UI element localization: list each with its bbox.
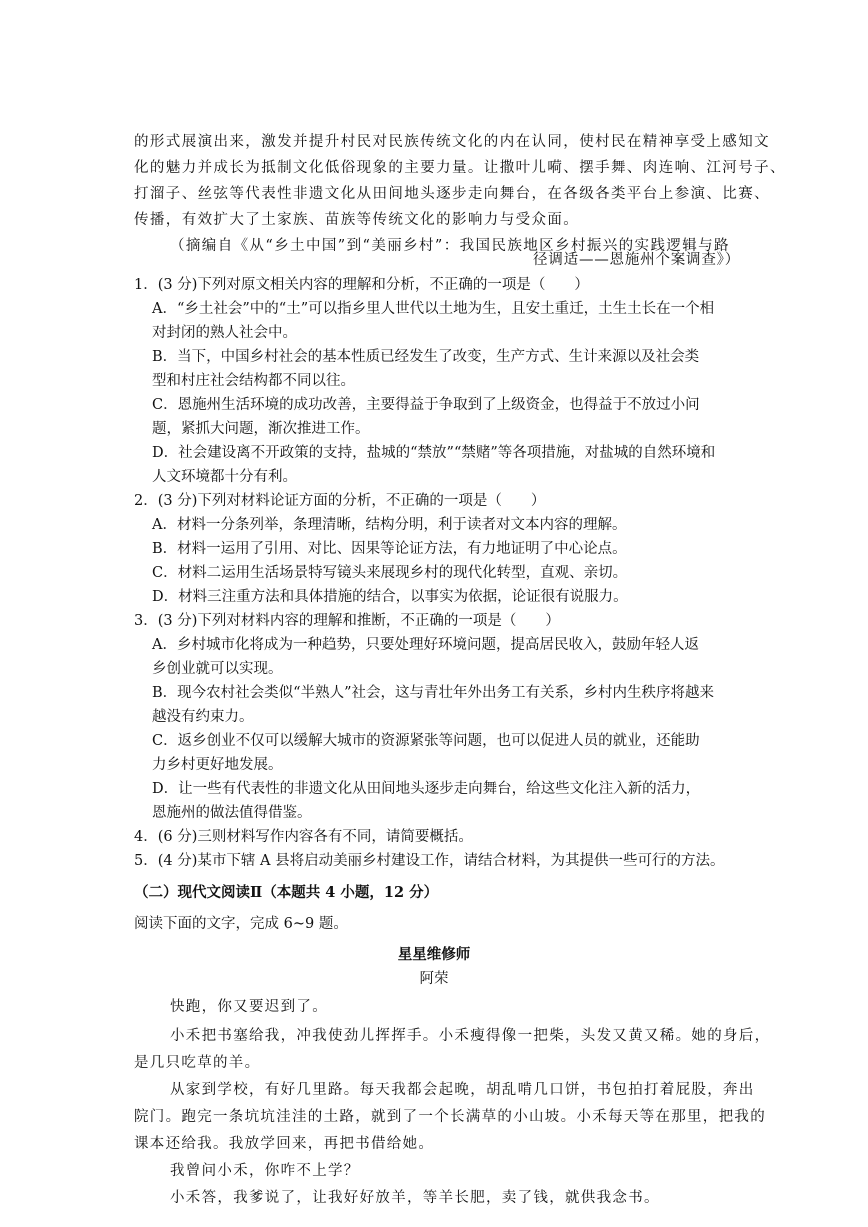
passage-line: 化的魅力并成长为抵制文化低俗现象的主要力量。让撒叶儿嗬、摆手舞、肉连响、江河号子、 bbox=[134, 160, 786, 176]
option-line: A．乡村城市化将成为一种趋势，只要处理好环境问题，提高居民收入，鼓励年轻人返 bbox=[152, 637, 699, 653]
option-line: 人文环境都十分有利。 bbox=[152, 469, 297, 485]
section-heading: （二）现代文阅读Ⅱ（本题共 4 小题，12 分） bbox=[134, 884, 439, 901]
option-line: D．材料三注重方法和具体措施的结合，以事实为依据，论证很有说服力。 bbox=[152, 589, 628, 605]
option-line: 恩施州的做法值得借鉴。 bbox=[152, 805, 312, 821]
story-paragraph: 小禾把书塞给我，冲我使劲儿挥挥手。小禾瘦得像一把柴，头发又黄又稀。她的身后， bbox=[170, 1028, 771, 1044]
option-line: A．“乡土社会”中的“土”可以指乡里人世代以土地为生，且安土重迁，土生土长在一个相 bbox=[152, 301, 715, 317]
passage-line: 的形式展演出来，激发并提升村民对民族传统文化的内在认同，使村民在精神享受上感知文 bbox=[134, 134, 770, 150]
option-line: 乡创业就可以实现。 bbox=[152, 661, 283, 677]
option-line: D．让一些有代表性的非遗文化从田间地头逐步走向舞台，给这些文化注入新的活力， bbox=[152, 781, 701, 797]
question-1-stem: 1．(3 分)下列对原文相关内容的理解和分析，不正确的一项是（ ） bbox=[134, 277, 589, 293]
passage-line: 打溜子、丝弦等代表性非遗文化从田间地头逐步走向舞台，在各级各类平台上参演、比赛、 bbox=[134, 186, 770, 202]
option-line: A．材料一分条列举，条理清晰，结构分明，利于读者对文本内容的理解。 bbox=[152, 517, 627, 533]
option-line: C．材料二运用生活场景特写镜头来展现乡村的现代化转型，直观、亲切。 bbox=[152, 565, 628, 581]
story-title: 星星维修师 bbox=[397, 946, 471, 963]
option-line: B．材料一运用了引用、对比、因果等论证方法，有力地证明了中心论点。 bbox=[152, 541, 627, 557]
story-paragraph: 小禾答，我爹说了，让我好好放羊，等羊长肥，卖了钱，就供我念书。 bbox=[170, 1190, 660, 1206]
source-citation: （摘编自《从“乡土中国”到“美丽乡村”：我国民族地区乡村振兴的实践逻辑与路 bbox=[170, 238, 730, 254]
story-paragraph-cont: 院门。跑完一条坑坑洼洼的土路，就到了一个长满草的小山坡。小禾每天等在那里，把我的 bbox=[134, 1109, 766, 1125]
story-paragraph-cont: 课本还给我。我放学回来，再把书借给她。 bbox=[134, 1136, 435, 1152]
story-paragraph: 我曾问小禾，你咋不上学？ bbox=[170, 1163, 360, 1179]
option-line: 力乡村更好地发展。 bbox=[152, 757, 283, 773]
option-line: C．恩施州生活环境的成功改善，主要得益于争取到了上级资金，也得益于不放过小问 bbox=[152, 397, 700, 413]
reading-instruction: 阅读下面的文字，完成 6~9 题。 bbox=[134, 916, 348, 932]
option-line: B．现今农村社会类似“半熟人”社会，这与青壮年外出务工有关系，乡村内生秩序将越来 bbox=[152, 685, 714, 701]
passage-line: 传播，有效扩大了土家族、苗族等传统文化的影响力与受众面。 bbox=[134, 212, 580, 228]
option-line: 对封闭的熟人社会中。 bbox=[152, 325, 297, 341]
option-line: 越没有约束力。 bbox=[152, 709, 254, 725]
source-citation-cont: 径调适——恩施州个案调查》） bbox=[533, 252, 740, 268]
story-paragraph: 快跑，你又要迟到了。 bbox=[170, 999, 328, 1015]
option-line: D．社会建设离不开政策的支持，盐城的“禁放”“禁赌”等各项措施，对盐城的自然环境和 bbox=[152, 445, 716, 461]
option-line: B．当下，中国乡村社会的基本性质已经发生了改变，生产方式、生计来源以及社会类 bbox=[152, 349, 700, 365]
story-paragraph-cont: 是几只吃草的羊。 bbox=[134, 1055, 261, 1071]
story-paragraph: 从家到学校，有好几里路。每天我都会起晚，胡乱啃几口饼，书包拍打着屁股，奔出 bbox=[170, 1082, 755, 1098]
question-2-stem: 2．(3 分)下列对材料论证方面的分析，不正确的一项是（ ） bbox=[134, 493, 546, 509]
question-5-stem: 5．(4 分)某市下辖 A 县将启动美丽乡村建设工作，请结合材料，为其提供一些可行的方法。 bbox=[134, 853, 725, 869]
question-4-stem: 4．(6 分)三则材料写作内容各有不同，请简要概括。 bbox=[134, 829, 473, 845]
option-line: 型和村庄社会结构都不同以往。 bbox=[152, 373, 355, 389]
question-3-stem: 3．(3 分)下列对材料内容的理解和推断，不正确的一项是（ ） bbox=[134, 613, 560, 629]
option-line: 题，紧抓大问题，渐次推进工作。 bbox=[152, 421, 370, 437]
option-line: C．返乡创业不仅可以缓解大城市的资源紧张等问题，也可以促进人员的就业，还能助 bbox=[152, 733, 700, 749]
story-author: 阿荣 bbox=[419, 971, 449, 987]
